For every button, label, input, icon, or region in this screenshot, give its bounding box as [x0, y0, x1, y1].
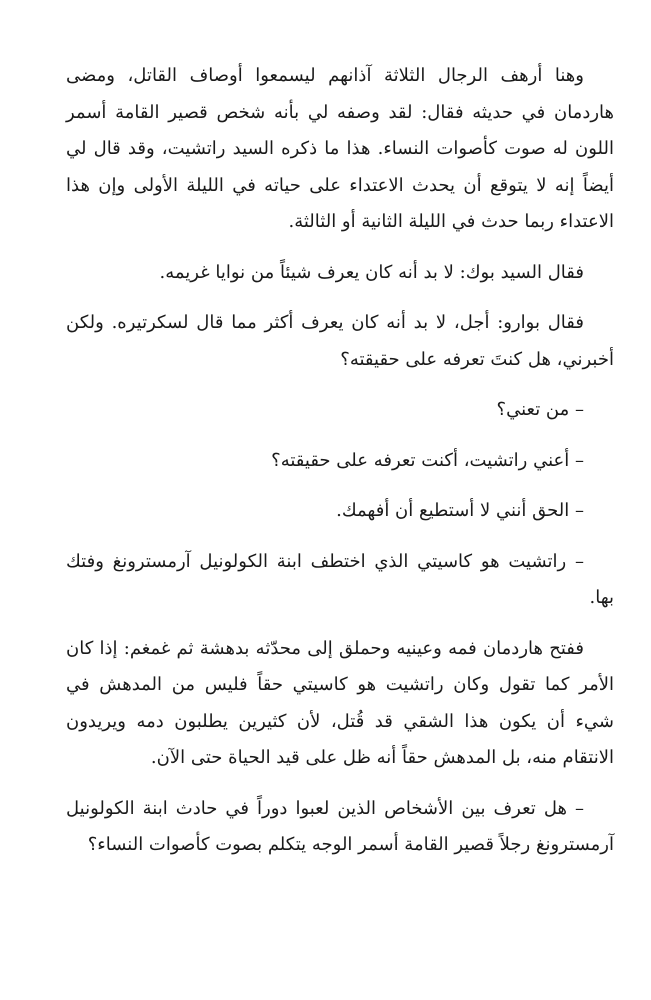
dialog-line-who: – من تعني؟	[496, 399, 584, 420]
paragraph-hardman-reaction: ففتح هاردمان فمه وعينيه وحملق إلى محدّثه بدهشة ثم غمغم: إذا كان الأمر كما تقول وكان راتشيت هو كاسيتي حقاً فليس من المدهش في شيء أن يكون هذا الشقي قد قُتل، لأن كثيرين يطلبون دمه ويريدون الانتقام منه، بل المدهش حقاً أنه ظل على قيد الحياة حتى الآن.	[66, 637, 614, 768]
paragraph-hardman-description: وهنا أرهف الرجال الثلاثة آذانهم ليسمعوا أوصاف القاتل، ومضى هاردمان في حديثه فقال: لقد وصفه لي بأنه شخص قصير القامة أسمر اللون له صوت كأصوات النساء. هذا ما ذكره السيد راتشيت، وقد قال لي أيضاً إنه لا يتوقع أن يحدث الاعتداء على حياته في الليلة الأولى وإن هذا الاعتداء ربما حدث في الليلة الثانية أو الثالثة.	[66, 65, 614, 232]
dialog-line-cassetti: – راتشيت هو كاسيتي الذي اختطف ابنة الكولونيل آرمسترونغ وفتك بها.	[66, 550, 614, 608]
dialog-line-understand: – الحق أنني لا أستطيع أن أفهمك.	[336, 500, 584, 521]
paragraph-bouc-remark: فقال السيد بوك: لا بد أنه كان يعرف شيئاً من نوايا غريمه.	[159, 261, 584, 283]
dialog-line-question-armstrong: – هل تعرف بين الأشخاص الذين لعبوا دوراً في حادث ابنة الكولونيل آرمسترونغ رجلاً قصير القامة أسمر الوجه يتكلم بصوت كأصوات النساء؟	[66, 797, 614, 855]
document-page	[66, 58, 614, 878]
dialog-line-ratchett: – أعني راتشيت، أكنت تعرفه على حقيقته؟	[271, 449, 584, 471]
paragraph-poirot-question: فقال بوارو: أجل، لا بد أنه كان يعرف أكثر مما قال لسكرتيره. ولكن أخبرني، هل كنتَ تعرفه على حقيقته؟	[66, 312, 614, 370]
